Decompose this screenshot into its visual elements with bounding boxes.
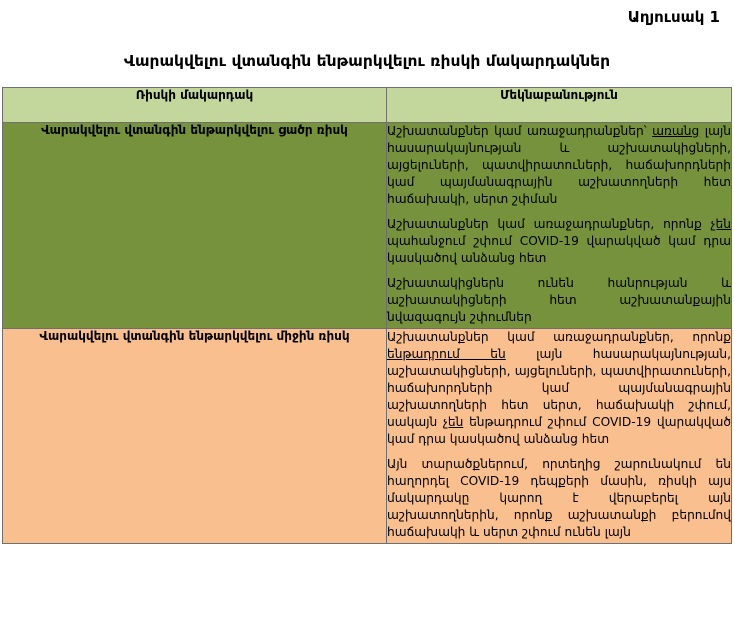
- comment-paragraph: [387, 456, 731, 541]
- annex-label: Աղյուսակ 1: [627, 8, 720, 26]
- risk-level-cell: Վարակվելու վտանգին ենթարկվելու միջին ռիսկ: [3, 329, 387, 544]
- paragraph-text: լայն հասարակայնության, աշխատակիցների, այցելուների, պատվիրատուների, հաճախորդների կամ պայմանագրային աշխատողների հետ սերտ, հաճախակի շփում, սակայն: [387, 347, 731, 429]
- table-row-medium-risk: [3, 329, 732, 544]
- column-header-risk-level: Ռիսկի մակարդակ: [3, 88, 387, 123]
- paragraph-text: Աշխատանքներ կամ առաջադրանքներ, որոնք: [387, 217, 711, 231]
- underlined-text: ենթադրում են: [387, 347, 506, 361]
- paragraph-text: Աշխատանքներ կամ առաջադրանքներ, որոնք: [387, 330, 731, 344]
- document-title: Վարակվելու վտանգին ենթարկվելու ռիսկի մակարդակներ: [123, 52, 611, 70]
- table-row-low-risk: [3, 123, 732, 329]
- paragraph-text: լայն հասարակայնության և աշխատակիցների, այցելուների, պատվիրատուների, հաճախորդների կամ պայմանագրային աշխատողների հետ հաճախակի, սերտ շփման: [387, 124, 731, 206]
- table-header-row: [3, 88, 732, 123]
- comment-cell: [387, 123, 732, 329]
- comment-paragraph: [387, 123, 731, 208]
- comment-paragraph: [387, 275, 731, 326]
- column-header-comment: Մեկնաբանություն: [387, 88, 732, 123]
- paragraph-text: Աշխատանքներ կամ առաջադրանքներ՝: [387, 124, 653, 138]
- comment-paragraph: [387, 216, 731, 267]
- comment-cell: [387, 329, 732, 544]
- underlined-text: չեն: [442, 415, 464, 429]
- risk-levels-table: [2, 87, 732, 544]
- underlined-text: առանց: [652, 124, 700, 138]
- paragraph-text: Այն տարածքներում, որտեղից շարունակում են հաղորդել COVID-19 դեպքերի մասին, ռիսկի այս մակարդակը կարող է վերաբերել այն աշխատողներին, որոնք աշխատանքի բերումով հաճախակի և սերտ շփում ունեն լայն: [387, 457, 731, 539]
- paragraph-text: պահանջում շփում COVID-19 վարակված կամ դրա կասկածով անձանց հետ: [387, 234, 731, 265]
- comment-paragraph: [387, 329, 731, 448]
- paragraph-text: ենթադրում շփում COVID-19 վարակված կամ դրա կասկածով անձանց հետ: [387, 415, 731, 446]
- risk-level-cell: Վարակվելու վտանգին ենթարկվելու ցածր ռիսկ: [3, 123, 387, 329]
- paragraph-text: Աշխատակիցներն ունեն հանրության և աշխատակիցների հետ աշխատանքային նվազագույն շփումներ: [387, 276, 731, 324]
- underlined-text: չեն: [710, 217, 731, 231]
